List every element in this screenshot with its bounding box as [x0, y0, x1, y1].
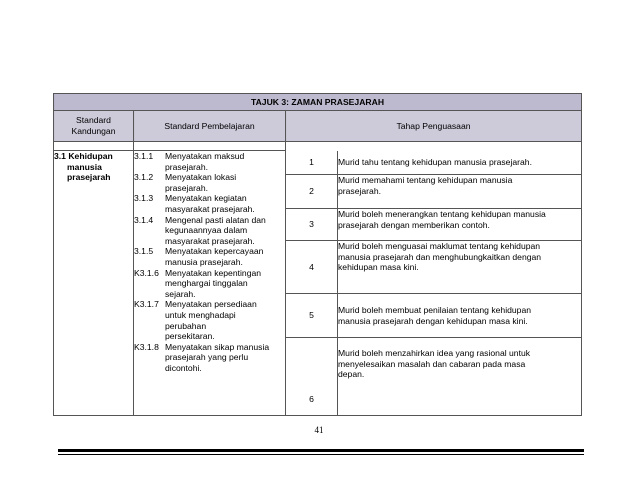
page-number: 41	[314, 425, 324, 435]
sp-item-k3-1-6: K3.1.6 Menyatakan kepentingan menghargai tinggalan sejarah.	[134, 267, 262, 299]
tahap-level-1: 1	[286, 151, 338, 175]
table-title: TAJUK 3: ZAMAN PRASEJARAH	[54, 94, 582, 111]
tahap-desc-5: Murid boleh membuat penilaian tentang kehidupan manusia prasejarah dengan kehidupan masa kini.	[338, 294, 582, 338]
footer-rule-thin	[58, 454, 584, 455]
header-standard-kandungan: Standard Kandungan	[54, 111, 134, 142]
sp-item-3-1-2: 3.1.2 Menyatakan lokasi prasejarah.	[134, 172, 237, 193]
sp-item-3-1-1: 3.1.1 Menyatakan maksud prasejarah.	[134, 151, 245, 172]
tahap-level-6: 6	[286, 338, 338, 416]
tahap-level-3: 3	[286, 209, 338, 241]
standards-table	[53, 93, 582, 416]
tahap-level-2: 2	[286, 175, 338, 209]
tahap-desc-2: Murid memahami tentang kehidupan manusia prasejarah.	[338, 175, 582, 209]
sp-item-3-1-4: 3.1.4 Mengenal pasti alatan dan kegunaannyaa dalam masyarakat prasejarah.	[134, 214, 266, 246]
tahap-desc-1: Murid tahu tentang kehidupan manusia prasejarah.	[338, 151, 582, 175]
sp-item-3-1-5: 3.1.5 Menyatakan kepercayaan manusia prasejarah.	[134, 246, 264, 267]
header-standard-pembelajaran: Standard Pembelajaran	[134, 111, 286, 142]
sp-item-3-1-3: 3.1.3 Menyatakan kegiatan masyarakat prasejarah.	[134, 193, 255, 214]
tahap-level-5: 5	[286, 294, 338, 338]
header-tahap-penguasaan: Tahap Penguasaan	[286, 111, 582, 142]
standard-kandungan-cell: 3.1 Kehidupan manusia prasejarah	[54, 151, 134, 416]
standard-pembelajaran-cell	[134, 151, 286, 416]
sp-item-k3-1-8: K3.1.8 Menyatakan sikap manusia prasejarah yang perlu dicontohi.	[134, 341, 270, 373]
tahap-desc-3: Murid boleh menerangkan tentang kehidupan manusia prasejarah dengan memberikan contoh.	[338, 209, 582, 241]
tahap-desc-6: Murid boleh menzahirkan idea yang rasional untuk menyelesaikan masalah dan cabaran pada masa depan.	[338, 338, 582, 416]
tahap-desc-4: Murid boleh menguasai maklumat tentang kehidupan manusia prasejarah dan menghubungkaitkan dengan kehidupan masa kini.	[338, 241, 582, 294]
tahap-level-4: 4	[286, 241, 338, 294]
footer-rule-thick	[58, 449, 584, 452]
sp-item-k3-1-7: K3.1.7 Menyatakan persediaan untuk menghadapi perubahan persekitaran.	[134, 299, 257, 342]
